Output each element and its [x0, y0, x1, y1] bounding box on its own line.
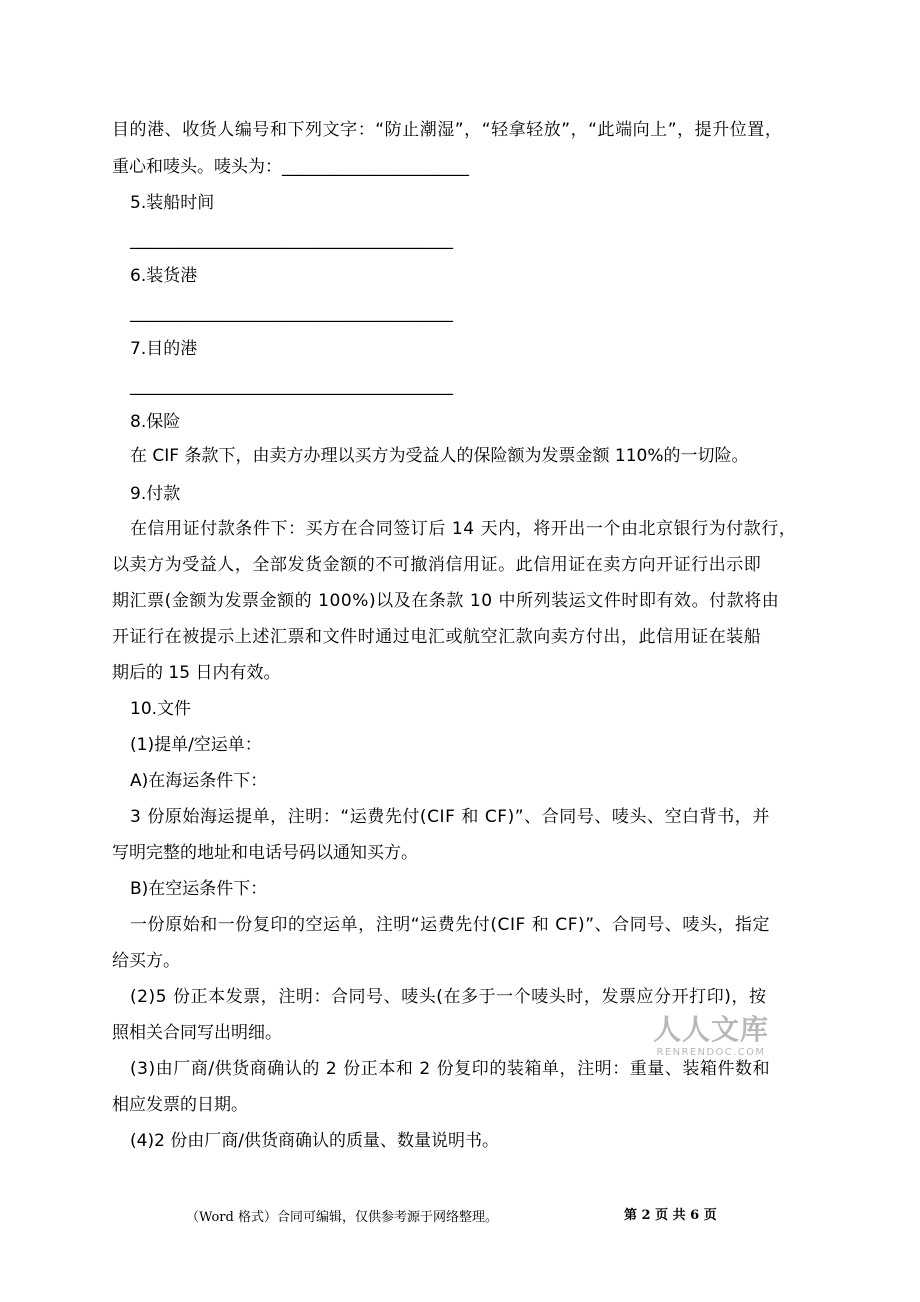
blank-line: ______________________________________ — [130, 376, 453, 396]
section-heading: 9.付款 — [130, 484, 181, 504]
section-heading: 8.保险 — [130, 412, 181, 432]
text-line: 在 CIF 条款下，由卖方办理以买方为受益人的保险额为发票金额 110%的一切险。 — [130, 446, 749, 466]
text-line: 以卖方为受益人，全部发货金额的不可撤消信用证。此信用证在卖方向开证行出示即 — [112, 555, 762, 575]
text-line: 3 份原始海运提单，注明：“运费先付(CIF 和 CF)”、合同号、唛头、空白背书，并 — [130, 807, 770, 827]
text-line: 写明完整的地址和电话号码以通知买方。 — [112, 843, 418, 863]
text-line: B)在空运条件下： — [130, 879, 268, 899]
text-line: 相应发票的日期。 — [112, 1095, 248, 1115]
section-heading: 7.目的港 — [130, 339, 198, 359]
text-line: 照相关合同写出明细。 — [112, 1023, 282, 1043]
section-heading: 5.装船时间 — [130, 193, 215, 213]
text-line: 在信用证付款条件下：买方在合同签订后 14 天内，将开出一个由北京银行为付款行， — [130, 519, 797, 539]
text-line: A)在海运条件下： — [130, 771, 268, 791]
watermark-logo — [650, 1013, 772, 1059]
text-line: (4)2 份由厂商/供货商确认的质量、数量说明书。 — [130, 1131, 500, 1151]
blank-line: ______________________________________ — [130, 303, 453, 323]
text-line: 目的港、收货人编号和下列文字：“防止潮湿”，“轻拿轻放”，“此端向上”，提升位置， — [112, 120, 783, 140]
page-number: 第 2 页 共 6 页 — [624, 1208, 717, 1223]
text-line: (2)5 份正本发票，注明：合同号、唛头(在多于一个唛头时，发票应分开打印)，按 — [130, 987, 767, 1007]
section-heading: 6.装货港 — [130, 266, 198, 286]
text-line: 期汇票(金额为发票金额的 100%)以及在条款 10 中所列装运文件时即有效。付款将由 — [112, 591, 780, 611]
text-line: (3)由厂商/供货商确认的 2 份正本和 2 份复印的装箱单，注明：重量、装箱件数和 — [130, 1059, 771, 1079]
text-line: (1)提单/空运单： — [130, 735, 262, 755]
text-line: 一份原始和一份复印的空运单，注明“运费先付(CIF 和 CF)”、合同号、唛头，指定 — [130, 915, 771, 935]
text-line: 给买方。 — [112, 951, 180, 971]
text-line: 期后的 15 日内有效。 — [112, 663, 281, 683]
section-heading: 10.文件 — [130, 699, 192, 719]
text-line: 开证行在被提示上述汇票和文件时通过电汇或航空汇款向卖方付出，此信用证在装船 — [112, 627, 762, 647]
blank-line: ______________________________________ — [130, 230, 453, 250]
footer-note: （Word 格式）合同可编辑，仅供参考源于网络整理。 — [186, 1210, 498, 1225]
watermark-url: RENRENDOC.COM — [656, 1047, 766, 1058]
watermark-title: 人人文库 — [652, 1013, 769, 1046]
text-line: 重心和唛头。唛头为：______________________ — [112, 157, 469, 177]
